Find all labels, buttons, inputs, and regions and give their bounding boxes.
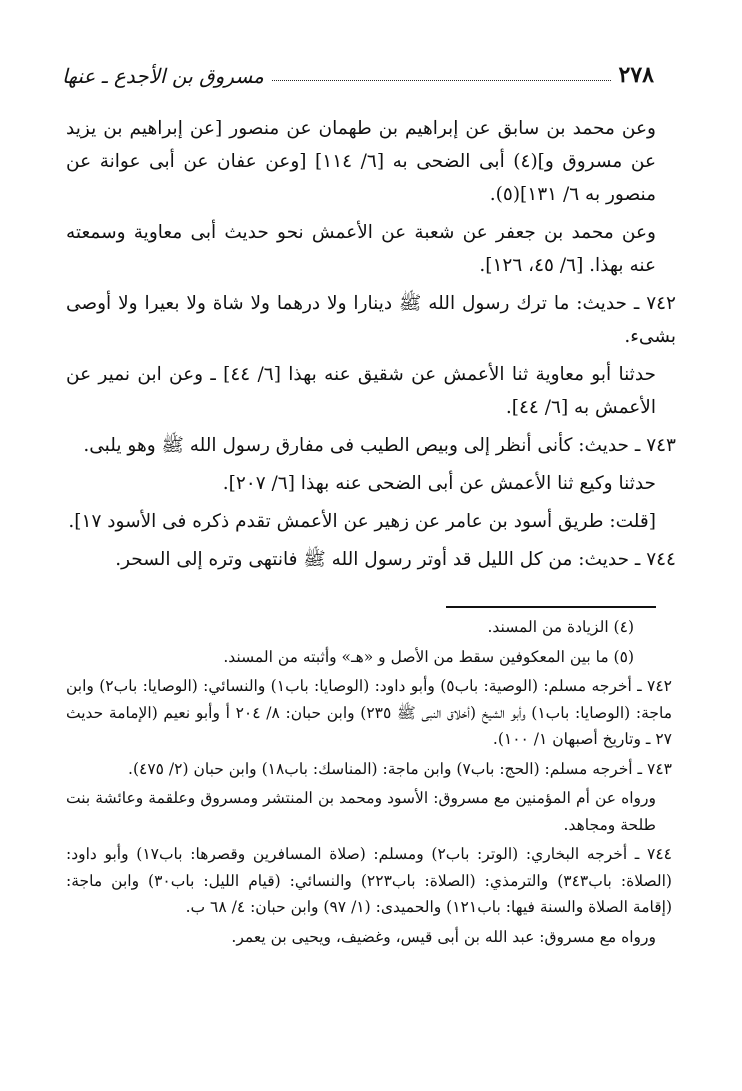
takhrij-743: ٧٤٣ ـ أخرجه مسلم: (الحج: باب٧) وابن ماجة: (المناسك: باب١٨) وابن حبان (٢/ ٤٧٥).	[128, 759, 672, 778]
takhrij-742: ٧٤٢ ـ أخرجه مسلم: (الوصية: باب٥) وأبو داود: (الوصايا: باب١) والنسائي: (الوصايا: باب٢) وابن ماجة: (الوصايا: باب١) وأبو الشيخ (أخلاق النبى ﷺ ٢٣٥) وابن حبان: ٨/ ٢٠٤ أ وأبو نعيم (الإمامة حديث ٢٧ ـ وتاريخ أصبهان ١/ ١٠٠).	[66, 677, 672, 748]
paragraph: حدثنا وكيع ثنا الأعمش عن أبى الضحى عنه بهذا [٦/ ٢٠٧].	[222, 473, 656, 494]
hadith-742: ٧٤٢ ـ حديث: ما ترك رسول الله ﷺ دينارا ولا درهما ولا شاة ولا بعيرا ولا أوصى بشىء.	[66, 293, 676, 347]
main-text	[66, 112, 676, 581]
takhrij-note: ورواه مع مسروق: عبد الله بن أبى قيس، وغضيف، ويحيى بن يعمر.	[231, 927, 656, 946]
page-header	[62, 58, 654, 88]
takhrij-744: ٧٤٤ ـ أخرجه البخاري: (الوتر: باب٢) ومسلم: (صلاة المسافرين وقصرها: باب١٧) وأبو داود: (الصلاة: باب٣٤٣) والترمذي: (الصلاة: باب٢٢٣) والنسائي: (قيام الليل: باب٣٠) وابن ماجة: (إقامة الصلاة والسنة فيها: باب١٢١) والحميدى: (١/ ٩٧) وابن حبان: ٤/ ٦٨ ب.	[66, 845, 672, 916]
paragraph: [قلت: طريق أسود بن عامر عن زهير عن الأعمش تقدم ذكره فى الأسود ١٧].	[68, 511, 656, 532]
hadith-744: ٧٤٤ ـ حديث: من كل الليل قد أوتر رسول الله ﷺ فانتهى وتره إلى السحر.	[115, 549, 676, 570]
footnote-4: (٤) الزيادة من المسند.	[487, 618, 634, 636]
running-title: مسروق بن الأجدع ـ عنها	[62, 64, 264, 88]
footnote-5: (٥) ما بين المعكوفين سقط من الأصل و «هـ» وأثبته من المسند.	[223, 647, 634, 666]
paragraph: حدثنا أبو معاوية ثنا الأعمش عن شقيق عنه بهذا [٦/ ٤٤] ـ وعن ابن نمير عن الأعمش به [٦/ ٤٤].	[66, 364, 656, 418]
paragraph: وعن محمد بن سابق عن إبراهيم بن طهمان عن منصور [عن إبراهيم بن يزيد عن مسروق و](٤) أبى الضحى به [٦/ ١١٤] [وعن عفان عن أبى عوانة عن منصور به ٦/ ١٣١](٥).	[66, 118, 656, 205]
page-number: ٢٧٨	[618, 62, 654, 88]
header-dotted-rule	[272, 80, 611, 81]
hadith-743: ٧٤٣ ـ حديث: كأنى أنظر إلى وبيص الطيب فى مفارق رسول الله ﷺ وهو يلبى.	[83, 435, 676, 456]
footnote-separator	[446, 606, 656, 608]
paragraph: وعن محمد بن جعفر عن شعبة عن الأعمش نحو حديث أبى معاوية وسمعته عنه بهذا. [٦/ ٤٥، ١٢٦].	[66, 222, 656, 276]
takhrij-note: ورواه عن أم المؤمنين مع مسروق: الأسود ومحمد بن المنتشر ومسروق وعلقمة وعائشة بنت طلحة ومجاهد.	[66, 789, 656, 834]
footnotes	[66, 614, 672, 953]
